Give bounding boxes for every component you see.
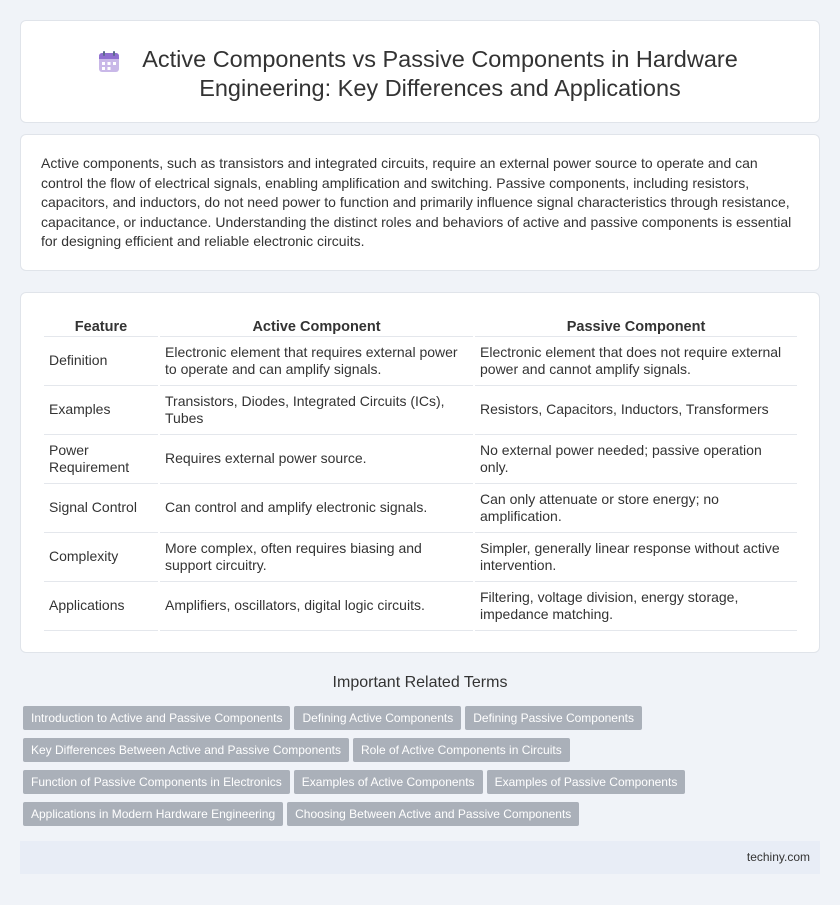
title-wrap xyxy=(21,45,819,103)
table-row xyxy=(44,435,797,484)
related-term-tag[interactable]: Applications in Modern Hardware Engineering xyxy=(23,802,283,826)
intro-card xyxy=(20,134,820,271)
table-cell-passive: Can only attenuate or store energy; no amplification. xyxy=(475,484,797,533)
table-row xyxy=(44,582,797,631)
related-terms-title: Important Related Terms xyxy=(332,674,508,691)
table-cell-feature: Complexity xyxy=(44,533,158,582)
table-cell-passive: Electronic element that does not require external power and cannot amplify signals. xyxy=(475,337,797,386)
related-term-tag[interactable]: Introduction to Active and Passive Components xyxy=(23,706,290,730)
footer xyxy=(20,841,820,874)
table-cell-feature: Signal Control xyxy=(44,484,158,533)
related-term-tag[interactable]: Examples of Active Components xyxy=(294,770,483,794)
table-cell-passive: Filtering, voltage division, energy storage, impedance matching. xyxy=(475,582,797,631)
table-cell-active: Requires external power source. xyxy=(160,435,473,484)
intro-paragraph: Active components, such as transistors and integrated circuits, require an external power source to operate and can control the flow of electrical signals, enabling amplification and switching. Passive components, including resistors, capacitors, and inductors, do not need power to function and primarily influence signal characteristics through resistance, capacitance, or inductance. Understanding the distinct roles and behaviors of active and passive components is essential for designing efficient and reliable electronic circuits. xyxy=(41,155,792,250)
calendar-icon xyxy=(97,50,121,74)
comparison-table xyxy=(42,315,799,631)
table-row xyxy=(44,337,797,386)
table-cell-passive: Simpler, generally linear response without active intervention. xyxy=(475,533,797,582)
table-cell-active: More complex, often requires biasing and support circuitry. xyxy=(160,533,473,582)
table-row xyxy=(44,533,797,582)
header-passive: Passive Component xyxy=(475,315,797,337)
table-row xyxy=(44,484,797,533)
related-term-tag[interactable]: Choosing Between Active and Passive Components xyxy=(287,802,579,826)
related-term-tag[interactable]: Examples of Passive Components xyxy=(487,770,686,794)
footer-site-link[interactable]: techiny.com xyxy=(746,850,810,864)
tag-row xyxy=(23,770,813,802)
table-cell-active: Electronic element that requires external power to operate and can amplify signals. xyxy=(160,337,473,386)
tag-row xyxy=(23,706,813,738)
related-term-tag[interactable]: Function of Passive Components in Electronics xyxy=(23,770,290,794)
page-title: Active Components vs Passive Components in Hardware Engineering: Key Differences and Applications xyxy=(142,46,738,101)
tag-row xyxy=(23,802,813,834)
related-term-tag[interactable]: Key Differences Between Active and Passive Components xyxy=(23,738,349,762)
related-term-tag[interactable]: Defining Active Components xyxy=(294,706,461,730)
table-cell-feature: Applications xyxy=(44,582,158,631)
header-feature: Feature xyxy=(44,315,158,337)
related-terms-list xyxy=(23,706,813,834)
table-cell-feature: Definition xyxy=(44,337,158,386)
table-header-row xyxy=(44,315,797,337)
table-cell-passive: No external power needed; passive operation only. xyxy=(475,435,797,484)
table-row xyxy=(44,386,797,435)
header-active: Active Component xyxy=(160,315,473,337)
table-cell-active: Amplifiers, oscillators, digital logic circuits. xyxy=(160,582,473,631)
table-cell-passive: Resistors, Capacitors, Inductors, Transformers xyxy=(475,386,797,435)
title-card xyxy=(20,20,820,123)
table-cell-feature: Examples xyxy=(44,386,158,435)
comparison-card xyxy=(20,292,820,653)
tag-row xyxy=(23,738,813,770)
related-term-tag[interactable]: Role of Active Components in Circuits xyxy=(353,738,570,762)
table-cell-active: Can control and amplify electronic signals. xyxy=(160,484,473,533)
table-cell-active: Transistors, Diodes, Integrated Circuits (ICs), Tubes xyxy=(160,386,473,435)
related-term-tag[interactable]: Defining Passive Components xyxy=(465,706,642,730)
table-cell-feature: Power Requirement xyxy=(44,435,158,484)
